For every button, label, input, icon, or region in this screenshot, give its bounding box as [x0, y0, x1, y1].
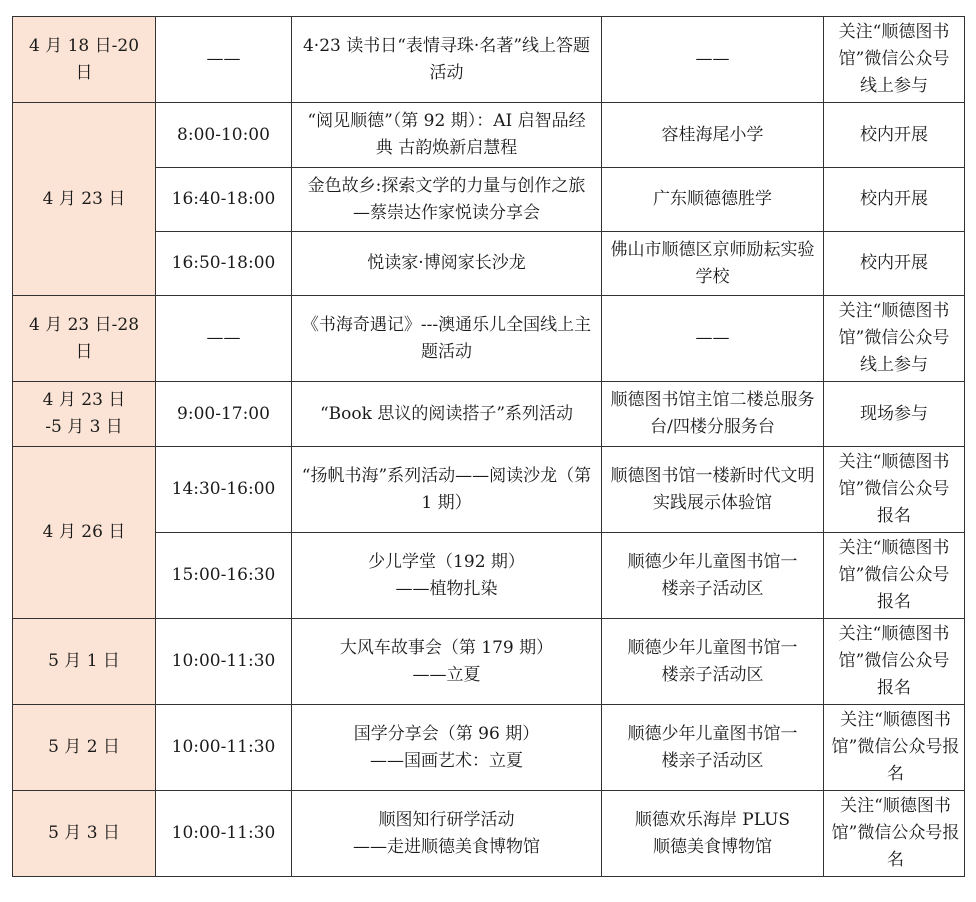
- venue-cell: 顺德欢乐海岸 PLUS 顺德美食博物馆: [602, 791, 824, 877]
- method-cell: 关注“顺德图书馆”微信公众号报名: [824, 533, 965, 619]
- venue-cell: 顺德图书馆一楼新时代文明实践展示体验馆: [602, 447, 824, 533]
- time-cell: 15:00-16:30: [156, 533, 292, 619]
- time-cell: 9:00-17:00: [156, 382, 292, 447]
- method-cell: 校内开展: [824, 168, 965, 232]
- method-cell: 关注“顺德图书馆”微信公众号报名: [824, 619, 965, 705]
- table-row: [13, 705, 965, 791]
- time-cell: 10:00-11:30: [156, 791, 292, 877]
- date-cell: 4 月 26 日: [13, 447, 156, 619]
- time-cell: 10:00-11:30: [156, 619, 292, 705]
- venue-cell: 广东顺德德胜学: [602, 168, 824, 232]
- method-cell: 关注“顺德图书馆”微信公众号线上参与: [824, 17, 965, 103]
- method-cell: 关注“顺德图书馆”微信公众号线上参与: [824, 296, 965, 382]
- venue-cell: 佛山市顺德区京师励耘实验学校: [602, 232, 824, 296]
- method-cell: 校内开展: [824, 103, 965, 168]
- venue-cell: 顺德少年儿童图书馆一楼亲子活动区: [602, 533, 824, 619]
- activity-cell: “Book 思议的阅读搭子”系列活动: [292, 382, 602, 447]
- activity-cell: 大风车故事会（第 179 期） ——立夏: [292, 619, 602, 705]
- method-cell: 现场参与: [824, 382, 965, 447]
- time-cell: 16:40-18:00: [156, 168, 292, 232]
- date-cell: 4 月 23 日-28 日: [13, 296, 156, 382]
- date-cell: 5 月 1 日: [13, 619, 156, 705]
- time-cell: ——: [156, 17, 292, 103]
- date-cell: 4 月 18 日-20 日: [13, 17, 156, 103]
- table-row: [13, 447, 965, 533]
- time-cell: ——: [156, 296, 292, 382]
- activity-cell: “阅见顺德”（第 92 期）：AI 启智品经典 古韵焕新启慧程: [292, 103, 602, 168]
- date-cell: 5 月 2 日: [13, 705, 156, 791]
- venue-cell: 容桂海尾小学: [602, 103, 824, 168]
- activity-cell: 顺图知行研学活动 ——走进顺德美食博物馆: [292, 791, 602, 877]
- table-row: [13, 296, 965, 382]
- time-cell: 10:00-11:30: [156, 705, 292, 791]
- date-cell: 4 月 23 日 -5 月 3 日: [13, 382, 156, 447]
- venue-cell: 顺德图书馆主馆二楼总服务台/四楼分服务台: [602, 382, 824, 447]
- activity-cell: 国学分享会（第 96 期） ——国画艺术：立夏: [292, 705, 602, 791]
- table-row: [13, 533, 965, 619]
- activity-cell: 金色故乡:探索文学的力量与创作之旅—蔡崇达作家悦读分享会: [292, 168, 602, 232]
- method-cell: 关注“顺德图书馆”微信公众号报名: [824, 447, 965, 533]
- venue-cell: 顺德少年儿童图书馆一楼亲子活动区: [602, 705, 824, 791]
- method-cell: 关注“顺德图书馆”微信公众号报名: [824, 705, 965, 791]
- table-row: [13, 168, 965, 232]
- table-row: [13, 232, 965, 296]
- time-cell: 16:50-18:00: [156, 232, 292, 296]
- activity-cell: “扬帆书海”系列活动——阅读沙龙（第 1 期）: [292, 447, 602, 533]
- method-cell: 校内开展: [824, 232, 965, 296]
- time-cell: 8:00-10:00: [156, 103, 292, 168]
- activity-cell: 少儿学堂（192 期） ——植物扎染: [292, 533, 602, 619]
- activity-cell: 4·23 读书日“表情寻珠·名著”线上答题活动: [292, 17, 602, 103]
- activity-cell: 《书海奇遇记》---澳通乐儿全国线上主题活动: [292, 296, 602, 382]
- event-schedule-table: [12, 16, 965, 877]
- table-row: [13, 17, 965, 103]
- method-cell: 关注“顺德图书馆”微信公众号报名: [824, 791, 965, 877]
- table-row: [13, 103, 965, 168]
- table-row: [13, 619, 965, 705]
- time-cell: 14:30-16:00: [156, 447, 292, 533]
- venue-cell: ——: [602, 296, 824, 382]
- table-row: [13, 791, 965, 877]
- venue-cell: 顺德少年儿童图书馆一楼亲子活动区: [602, 619, 824, 705]
- activity-cell: 悦读家·博阅家长沙龙: [292, 232, 602, 296]
- venue-cell: ——: [602, 17, 824, 103]
- date-cell: 5 月 3 日: [13, 791, 156, 877]
- date-cell: 4 月 23 日: [13, 103, 156, 296]
- table-row: [13, 382, 965, 447]
